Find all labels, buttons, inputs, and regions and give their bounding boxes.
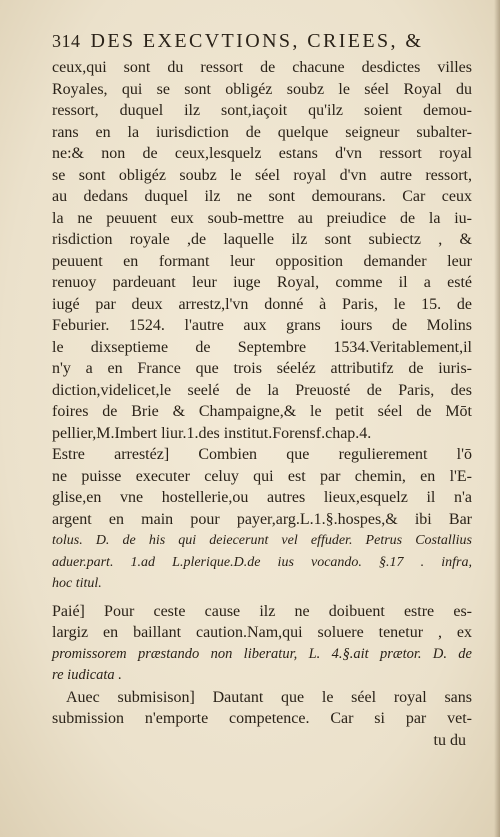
text-line: foires de Brie & Champaigne,& le petit séel de Mōt — [52, 403, 472, 420]
text-line: Royales, qui se sont obligéz soubz le séel Royal du — [52, 80, 472, 98]
paragraph — [52, 444, 472, 595]
text-line: ressort, duquel ilz sont,iaçoit qu'ilz soient demou- — [52, 102, 472, 119]
text-line: la ne peuuent eux soub-mettre au preiudice de la iu- — [52, 209, 472, 227]
text-line: n'y a en France que trois séeléz attributifz de iuris- — [52, 360, 472, 377]
text-line: Paié] Pour ceste cause ilz ne doibuent estre es- — [52, 602, 472, 620]
text-line: ceux,qui sont du ressort de chacune desdictes villes — [52, 59, 472, 76]
text-line: se sont obligéz soubz le séel royal d'vn autre ressort, — [52, 166, 472, 184]
text-line: diction,videlicet,le seelé de la Preuosté de Paris, des — [52, 381, 472, 399]
text-line: pellier,M.Imbert liur.1.des institut.Forensf.chap.4. — [52, 424, 372, 442]
running-title: DES EXECVTIONS, CRIEES, & — [90, 30, 424, 52]
text-line: Estre arrestéz] Combien que regulierement l'ō — [52, 446, 472, 463]
running-header — [52, 30, 486, 60]
text-line: le dixseptieme de Septembre 1534.Veritablement,il — [52, 338, 472, 356]
text-line: largiz en baillant caution.Nam,qui soluere tenetur , ex — [52, 624, 472, 641]
text-line: renuoy pardeuant leur iuge Royal, comme il a esté — [52, 274, 472, 291]
paragraph — [52, 687, 472, 730]
text-line: iugé par deux arrestz,l'vn donné à Paris, le 15. de — [52, 295, 472, 313]
text-line: re iudicata . — [52, 667, 122, 683]
text-line: glise,en vne hostellerie,ou autres lieux,esquelz il n'a — [52, 489, 472, 506]
text-line: promissorem præstando non liberatur, L. 4.§.ait prætor. D. de — [52, 645, 472, 662]
text-line: aduer.part. 1.ad L.plerique.D.de ius vocando. §.17 . infra, — [52, 554, 472, 570]
text-line: rans en la iurisdiction de quelque seigneur subalter- — [52, 123, 472, 141]
page-edge-shadow — [494, 0, 500, 837]
page-number: 314 — [52, 31, 81, 51]
text-line: Auec submisison] Dautant que le séel royal sans — [66, 688, 472, 706]
text-line: ne puisse executer celuy qui est par chemin, en l'E- — [52, 467, 472, 485]
text-line: ne:& non de ceux,lesquelz estans d'vn ressort royal — [52, 145, 472, 162]
text-line: au dedans duquel ilz ne sont demourans. Car ceux — [52, 188, 472, 205]
text-line: hoc titul. — [52, 576, 102, 591]
text-line: argent en main pour payer,arg.L.1.§.hospes,& ibi Bar — [52, 510, 472, 528]
paragraph — [52, 601, 472, 687]
text-line: submission n'emporte competence. Car si par vet- — [52, 710, 472, 727]
text-line: risdiction royale ,de laquelle ilz sont subiectz , & — [52, 231, 472, 248]
catchword: tu du — [433, 731, 466, 749]
text-line: peuuent en formant leur opposition demander leur — [52, 252, 472, 270]
text-line: tolus. D. de his qui deiecerunt vel effuder. Petrus Costallius — [52, 533, 472, 548]
text-line: Feburier. 1524. l'autre aux grans iours de Molins — [52, 317, 472, 334]
paragraph — [52, 57, 472, 444]
body-text — [52, 57, 472, 751]
